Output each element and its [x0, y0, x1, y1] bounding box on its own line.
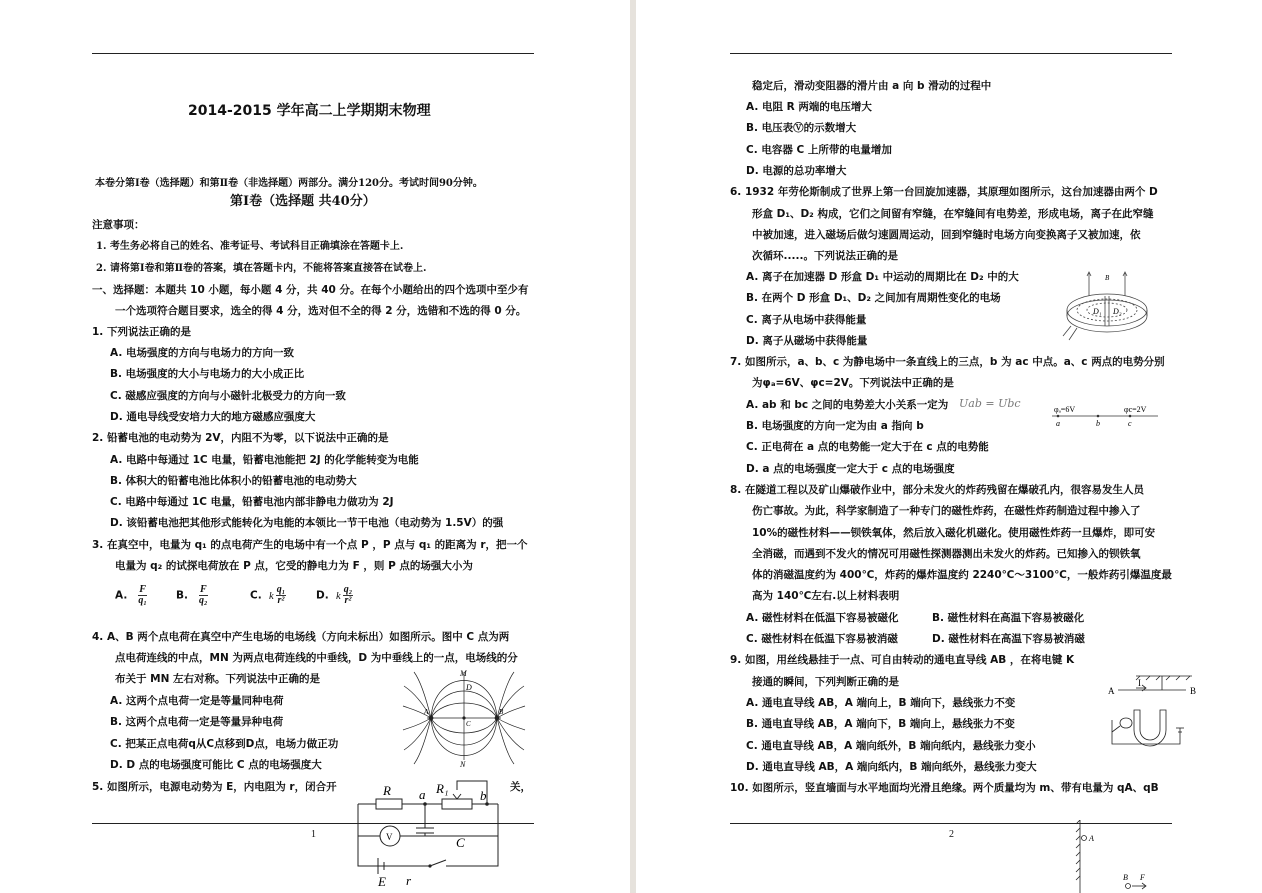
- q5-option-a: A. 电阻 R 两端的电压增大: [746, 101, 872, 113]
- q6-label-d2: D₂: [1113, 307, 1122, 316]
- q7-option-a: A. ab 和 bc 之间的电势差大小关系一定为: [746, 399, 949, 411]
- q5-label-r-internal: r: [406, 873, 412, 888]
- q10-label-b: B: [1123, 873, 1128, 882]
- q5-option-d: D. 电源的总功率增大: [746, 165, 847, 177]
- q9-stem-line-2: 接通的瞬间，下列判断正确的是: [752, 676, 899, 688]
- q7-label-phi-a: φₐ=6V: [1054, 405, 1076, 414]
- q9-option-b: B. 通电直导线 AB，A 端向下，B 端向上，悬线张力不变: [746, 718, 1015, 730]
- q9-label-a: A: [1108, 686, 1115, 696]
- q7-label-b: b: [1096, 419, 1100, 428]
- q3-option-a-fraction: $\frac{F}{\text{q₁}}$: [138, 584, 147, 606]
- q4-stem-line-2: 点电荷连线的中点，MN 为两点电荷连线的中垂线，D 为中垂线上的一点，电场线的分: [115, 652, 518, 664]
- q9-label-i: I: [1138, 678, 1141, 688]
- q2-stem: 2. 铅蓄电池的电动势为 2V，内阻不为零，以下说法中正确的是: [92, 432, 389, 444]
- q10-stem: 10. 如图所示，竖直墙面与水平地面均光滑且绝缘。两个质量均为 m、带有电量为 qA、qB: [730, 782, 1159, 794]
- section-title: 第Ⅰ卷（选择题 共40分）: [230, 194, 376, 209]
- exam-intro: 本卷分第Ⅰ卷（选择题）和第Ⅱ卷（非选择题）两部分。满分120分。考试时间90分钟。: [95, 178, 483, 189]
- q3-stem-line-2: 电量为 q₂ 的试探电荷放在 P 点，它受的静电力为 F ，则 P 点的场强大小为: [115, 560, 473, 572]
- q5-stem-continued: 稳定后，滑动变阻器的滑片由 a 向 b 滑动的过程中: [752, 80, 992, 92]
- q9-option-a: A. 通电直导线 AB，A 端向上，B 端向下，悬线张力不变: [746, 697, 1016, 709]
- q1-option-a: A. 电场强度的方向与电场力的方向一致: [110, 347, 294, 359]
- q10-label-f: F: [1140, 873, 1145, 882]
- exam-title: 2014-2015 学年高二上学期期末物理: [188, 103, 431, 119]
- q2-option-a: A. 电路中每通过 1C 电量，铅蓄电池能把 2J 的化学能转变为电能: [110, 454, 419, 466]
- q5-label-e: E: [378, 874, 386, 889]
- q3-option-c: C. k $\frac{\text{q₁}}{\text{r²}}$: [250, 584, 286, 606]
- header-rule: [92, 53, 534, 54]
- part-intro-line-2: 一个选项符合题目要求，选全的得 4 分，选对但不全的得 2 分，选错和不选的得 0 分。: [115, 305, 527, 317]
- q5-label-c: C: [456, 835, 465, 850]
- q5-label-r1: R₁: [436, 781, 449, 796]
- q6-label-d1: D₁: [1093, 307, 1102, 316]
- q9-label-b: B: [1190, 686, 1197, 696]
- header-rule: [730, 53, 1172, 54]
- q6-stem-line-1: 6. 1932 年劳伦斯制成了世界上第一台回旋加速器，其原理如图所示，这台加速器由两个 D: [730, 186, 1158, 198]
- q8-option-a: A. 磁性材料在低温下容易被磁化: [746, 612, 899, 624]
- q2-option-d: D. 该铅蓄电池把其他形式能转化为电能的本领比一节干电池（电动势为 1.5V）的强: [110, 517, 504, 529]
- q4-option-d: D. D 点的电场强度可能比 C 点的电场强度大: [110, 759, 322, 771]
- q3-option-b: B. $\frac{F}{\text{q₂}}$: [176, 584, 208, 606]
- q4-option-b: B. 这两个点电荷一定是等量异种电荷: [110, 716, 284, 728]
- q5-label-v: V: [386, 832, 393, 842]
- q8-option-d: D. 磁性材料在高温下容易被消磁: [932, 633, 1085, 645]
- q6-option-c: C. 离子从电场中获得能量: [746, 314, 867, 326]
- q9-magnet-figure: [1102, 672, 1202, 760]
- note-1: 1. 考生务必将自己的姓名、准考证号、考试科目正确填涂在答题卡上.: [96, 241, 404, 252]
- q4-label-a: A: [424, 708, 429, 716]
- q4-stem-line-3: 布关于 MN 左右对称。下列说法中正确的是: [115, 673, 321, 685]
- q7-option-c: C. 正电荷在 a 点的电势能一定大于在 c 点的电势能: [746, 441, 989, 453]
- q7-option-b: B. 电场强度的方向一定为由 a 指向 b: [746, 420, 924, 432]
- q5-option-c: C. 电容器 C 上所带的电量增加: [746, 144, 892, 156]
- q4-label-n: N: [460, 760, 466, 768]
- q10-label-a: A: [1089, 834, 1094, 843]
- q6-stem-line-4: 次循环.....。下列说法正确的是: [752, 250, 898, 262]
- q7-stem-line-1: 7. 如图所示，a、b、c 为静电场中一条直线上的三点，b 为 ac 中点。a、c 两点的电势分别: [730, 356, 1165, 368]
- q6-option-a: A. 离子在加速器 D 形盒 D₁ 中运动的周期比在 D₂ 中的大: [746, 271, 1019, 283]
- left-page: [0, 0, 630, 893]
- q4-field-lines-figure: [402, 668, 540, 768]
- q6-stem-line-3: 中被加速，进入磁场后做匀速圆周运动，回到窄缝时电场方向变换离子又被加速，依: [752, 229, 1141, 241]
- q6-option-b: B. 在两个 D 形盒 D₁、D₂ 之间加有周期性变化的电场: [746, 292, 1001, 304]
- q7-option-d: D. a 点的电场强度一定大于 c 点的电场强度: [746, 463, 955, 475]
- q5-label-b: b: [480, 788, 487, 803]
- q1-option-b: B. 电场强度的大小与电场力的大小成正比: [110, 368, 305, 380]
- q3-option-d-fraction: $\frac{\text{q₂}}{\text{r²}}$: [343, 584, 353, 606]
- q8-option-c: C. 磁性材料在低温下容易被消磁: [746, 633, 898, 645]
- q6-label-b: B: [1105, 274, 1110, 282]
- q7-potential-line-figure: [1050, 402, 1160, 430]
- page-number: 2: [949, 829, 954, 840]
- q7-label-c: c: [1128, 419, 1132, 428]
- part-intro-line-1: 一、选择题：本题共 10 小题，每小题 4 分，共 40 分。在每个小题给出的四个选项中至少有: [92, 284, 529, 296]
- q8-stem-line-5: 体的消磁温度约为 400℃，炸药的爆炸温度约 2240℃～3100℃，一般炸药引爆温度最: [752, 569, 1172, 581]
- q6-option-d: D. 离子从磁场中获得能量: [746, 335, 868, 347]
- page-number: 1: [311, 829, 316, 840]
- q8-stem-line-2: 伤亡事故。为此，科学家制造了一种专门的磁性炸药，在磁性炸药制造过程中掺入了: [752, 505, 1141, 517]
- q4-label-d: D: [466, 683, 472, 692]
- q6-stem-line-2: 形盒 D₁、D₂ 构成，它们之间留有窄缝，在窄缝间有电势差，形成电场，离子在此窄缝: [752, 208, 1154, 220]
- q4-label-m: M: [460, 669, 467, 678]
- q8-option-b: B. 磁性材料在高温下容易被磁化: [932, 612, 1085, 624]
- q3-option-b-fraction: $\frac{F}{\text{q₂}}$: [199, 584, 208, 606]
- q10-wall-figure: [1072, 820, 1162, 893]
- q3-option-d: D. k $\frac{\text{q₂}}{\text{r²}}$: [316, 584, 353, 606]
- q7-label-phi-c: φc=2V: [1124, 405, 1147, 414]
- note-2: 2. 请将第Ⅰ卷和第Ⅱ卷的答案，填在答题卡内，不能将答案直接答在试卷上.: [96, 263, 427, 274]
- q4-label-b: B: [499, 708, 504, 716]
- q4-option-a: A. 这两个点电荷一定是等量同种电荷: [110, 695, 284, 707]
- q1-option-d: D. 通电导线受安培力大的地方磁感应强度大: [110, 411, 316, 423]
- q5-stem-tail: 关，: [510, 781, 531, 793]
- q8-stem-line-4: 全消磁，而遇到不发火的情况可用磁性探测器测出未发火的炸药。已知掺入的钡铁氧: [752, 548, 1141, 560]
- q7-stem-line-2: 为φₐ=6V、φc=2V。下列说法中正确的是: [752, 377, 954, 389]
- q1-option-c: C. 磁感应强度的方向与小磁针北极受力的方向一致: [110, 390, 346, 402]
- q9-stem-line-1: 9. 如图，用丝线悬挂于一点、可自由转动的通电直导线 AB ，在将电键 K: [730, 654, 1075, 666]
- q5-stem: 5. 如图所示，电源电动势为 E，内电阻为 r，闭合开: [92, 781, 337, 793]
- q8-stem-line-6: 高为 140℃左右.以上材料表明: [752, 590, 900, 602]
- q9-option-d: D. 通电直导线 AB，A 端向纸内，B 端向纸外，悬线张力变大: [746, 761, 1037, 773]
- q5-label-a: a: [419, 787, 426, 802]
- q4-option-c: C. 把某正点电荷q从C点移到D点，电场力做正功: [110, 738, 339, 750]
- notes-heading: 注意事项：: [92, 219, 145, 231]
- q2-option-b: B. 体积大的铅蓄电池比体积小的铅蓄电池的电动势大: [110, 475, 357, 487]
- right-page: [636, 0, 1262, 893]
- q8-stem-line-3: 10%的磁性材料——钡铁氧体，然后放入磁化机磁化。使用磁性炸药一旦爆炸，即可安: [752, 527, 1156, 539]
- q7-formula: Uab = Ubc: [959, 397, 1021, 410]
- q5-circuit-figure: [350, 776, 510, 893]
- q5-option-b: B. 电压表Ⓥ的示数增大: [746, 122, 857, 134]
- q4-stem-line-1: 4. A、B 两个点电荷在真空中产生电场的电场线（方向未标出）如图所示。图中 C 点为两: [92, 631, 510, 643]
- q1-stem: 1. 下列说法正确的是: [92, 326, 191, 338]
- q8-stem-line-1: 8. 在隧道工程以及矿山爆破作业中，部分未发火的炸药残留在爆破孔内，很容易发生人员: [730, 484, 1144, 496]
- q3-option-c-fraction: $\frac{\text{q₁}}{\text{r²}}$: [276, 584, 286, 606]
- q9-option-c: C. 通电直导线 AB，A 端向纸外，B 端向纸内，悬线张力变小: [746, 740, 1036, 752]
- q5-label-r: R: [383, 783, 391, 798]
- q3-option-a: A. $\frac{F}{\text{q₁}}$: [115, 584, 147, 606]
- q4-label-c: C: [466, 720, 471, 728]
- q6-cyclotron-figure: [1061, 266, 1155, 344]
- q7-label-a: a: [1056, 419, 1060, 428]
- q2-option-c: C. 电路中每通过 1C 电量，铅蓄电池内部非静电力做功为 2J: [110, 496, 394, 508]
- q3-stem-line-1: 3. 在真空中，电量为 q₁ 的点电荷产生的电场中有一个点 P ，P 点与 q₁ 的距离为 r，把一个: [92, 539, 528, 551]
